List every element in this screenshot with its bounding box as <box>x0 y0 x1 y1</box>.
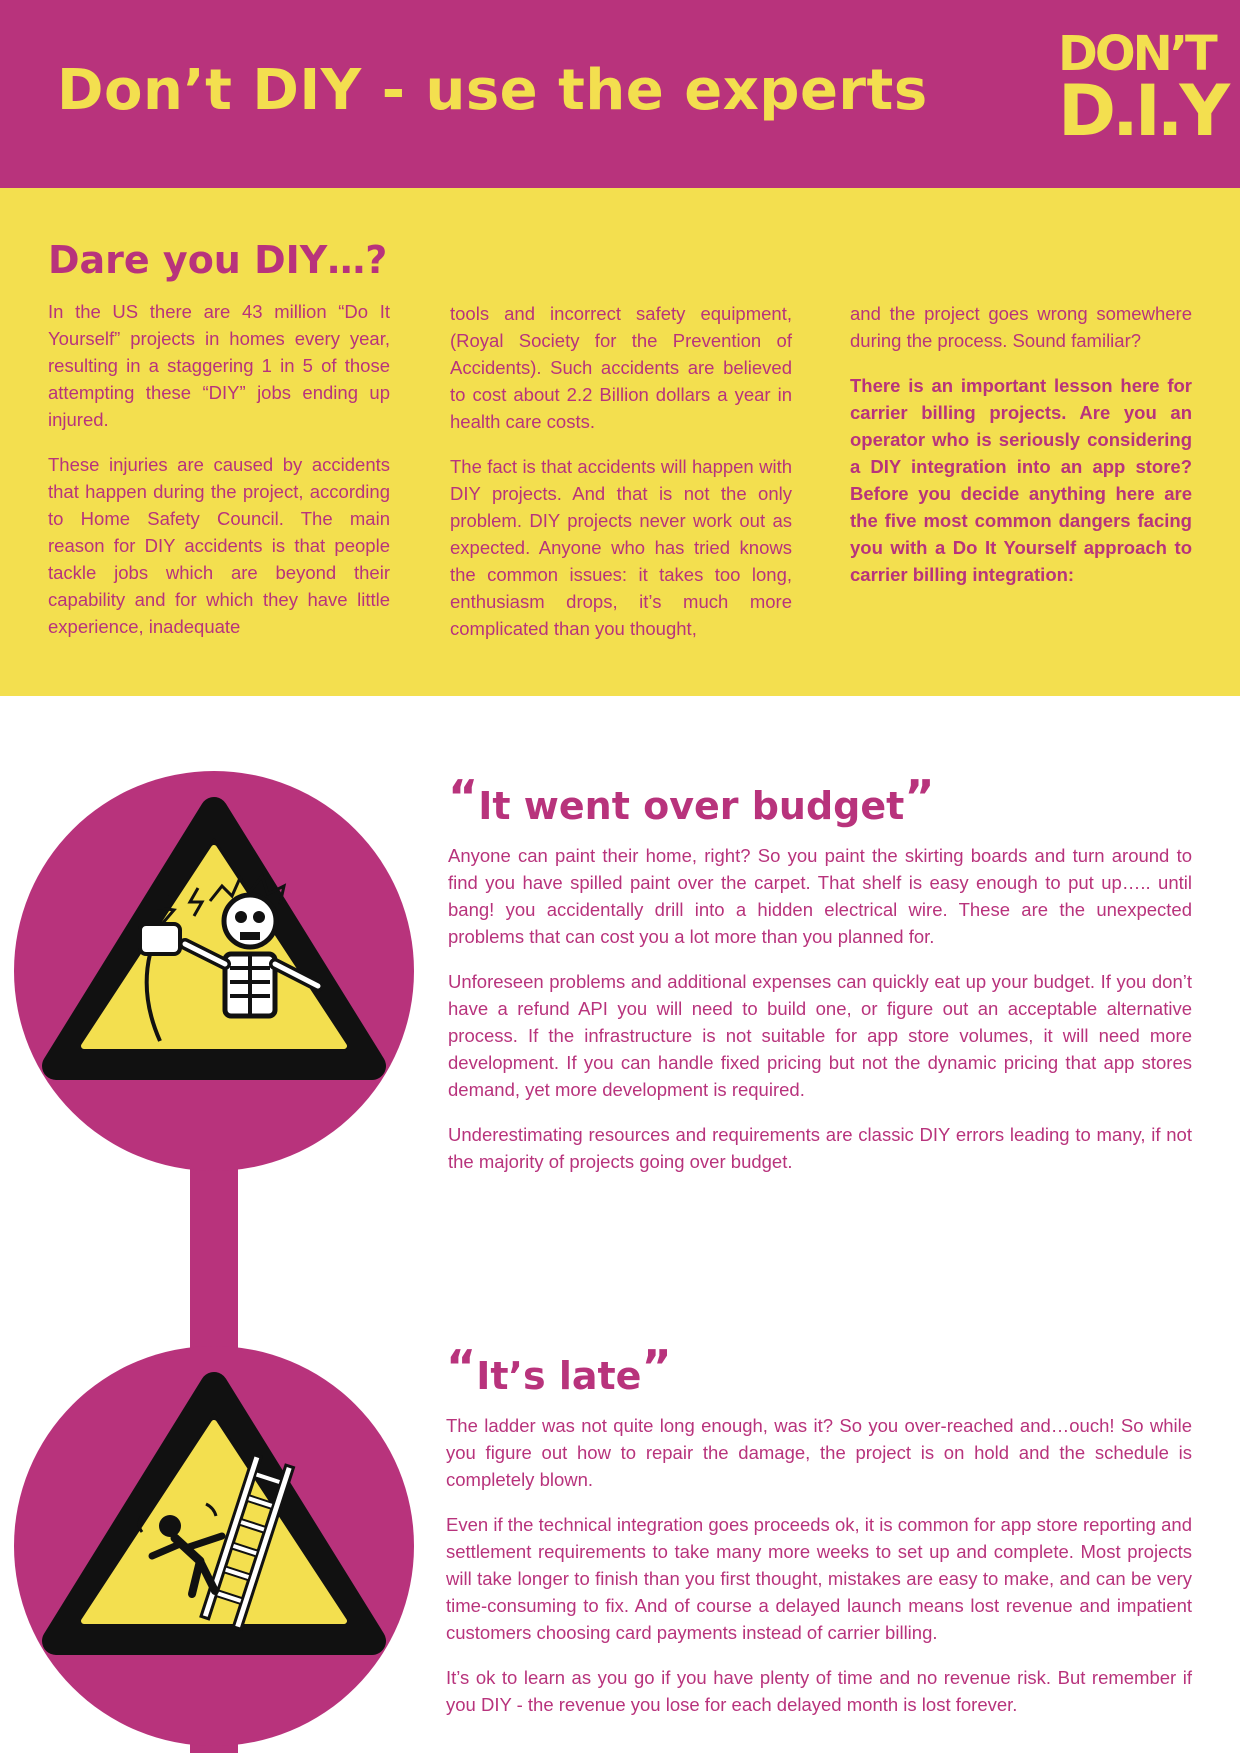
section-title <box>446 1340 1192 1398</box>
section-title-text: It’s late <box>476 1354 642 1398</box>
intro-callout: There is an important lesson here for carrier billing projects. Are you an operator who is seriously considering a DIY integration into an app store? Before you decide anything here are the five most common dangers facing you with a Do It Yourself approach to carrier billing integration: <box>850 375 1192 585</box>
warning-icons-column <box>0 696 430 1753</box>
intro-paragraph: The fact is that accidents will happen with DIY projects. And that is not the only problem. DIY projects never work out as expected. Anyone who has tried knows the common issues: it takes too long, enthusiasm drops, it’s much more complicated than you thought, <box>450 456 792 639</box>
dont-diy-logo <box>1058 26 1227 152</box>
close-quote: ” <box>904 770 935 824</box>
section-paragraph: The ladder was not quite long enough, was it? So you over-reached and…ouch! So while you figure out how to repair the damage, the project is on hold and the schedule is completely blown. <box>446 1415 1192 1490</box>
warning-icons-graphic <box>0 696 430 1753</box>
section-paragraph: Even if the technical integration goes proceeds ok, it is common for app store reporting and settlement requirements to take many more weeks to set up and complete. Most projects will take longer to finish than you first thought, mistakes are easy to make, and can be very time-consuming to fix. And of course a delayed launch means lost revenue and impatient customers choosing card payments instead of carrier billing. <box>446 1514 1192 1643</box>
open-quote: “ <box>448 770 479 824</box>
section-title <box>448 770 1192 828</box>
section-title-text: It went over budget <box>478 784 905 828</box>
logo-top-text: DON’T <box>1058 26 1215 82</box>
intro-paragraph: and the project goes wrong somewhere during the process. Sound familiar? <box>850 303 1192 351</box>
close-quote: ” <box>641 1340 672 1394</box>
intro-paragraph: tools and incorrect safety equipment, (Royal Society for the Prevention of Accidents). Such accidents are believed to cost about 2.2 Billion dollars a year in health care costs. <box>450 303 792 432</box>
section-over-budget <box>448 770 1192 1193</box>
intro-column-3 <box>850 300 1192 606</box>
intro-paragraph: In the US there are 43 million “Do It Yourself” projects in homes every year, resulting in a staggering 1 in 5 of those attempting these “DIY” jobs ending up injured. <box>48 301 390 430</box>
intro-paragraph: These injuries are caused by accidents that happen during the project, according to Home Safety Council. The main reason for DIY accidents is that people tackle jobs which are beyond their capability and for which they have little experience, inadequate <box>48 454 390 637</box>
intro-heading: Dare you DIY…? <box>48 238 388 282</box>
intro-panel <box>0 188 1240 696</box>
section-paragraph: Unforeseen problems and additional expenses can quickly eat up your budget. If you don’t have a refund API you will need to build one, or figure out an acceptable alternative process. If the infrastructure is not suitable for app store volumes, it will need more development. If you can handle fixed pricing but not the dynamic pricing that app stores demand, yet more development is required. <box>448 971 1192 1100</box>
section-paragraph: Anyone can paint their home, right? So you paint the skirting boards and turn around to find you have spilled paint over the carpet. That shelf is easy enough to put up….. until bang! you accidentally drill into a hidden electrical wire. These are the unexpected problems that can cost you a lot more than you planned for. <box>448 845 1192 947</box>
intro-column-2 <box>450 300 792 660</box>
section-paragraph: Underestimating resources and requirements are classic DIY errors leading to many, if not the majority of projects going over budget. <box>448 1124 1192 1172</box>
section-its-late <box>446 1340 1192 1736</box>
open-quote: “ <box>446 1340 477 1394</box>
intro-column-1 <box>48 298 390 658</box>
page-title: Don’t DIY - use the experts <box>57 58 928 123</box>
section-paragraph: It’s ok to learn as you go if you have plenty of time and no revenue risk. But remember if you DIY - the revenue you lose for each delayed month is lost forever. <box>446 1667 1192 1715</box>
logo-bottom-text: D.I.Y <box>1058 70 1227 152</box>
header-banner <box>0 0 1240 188</box>
